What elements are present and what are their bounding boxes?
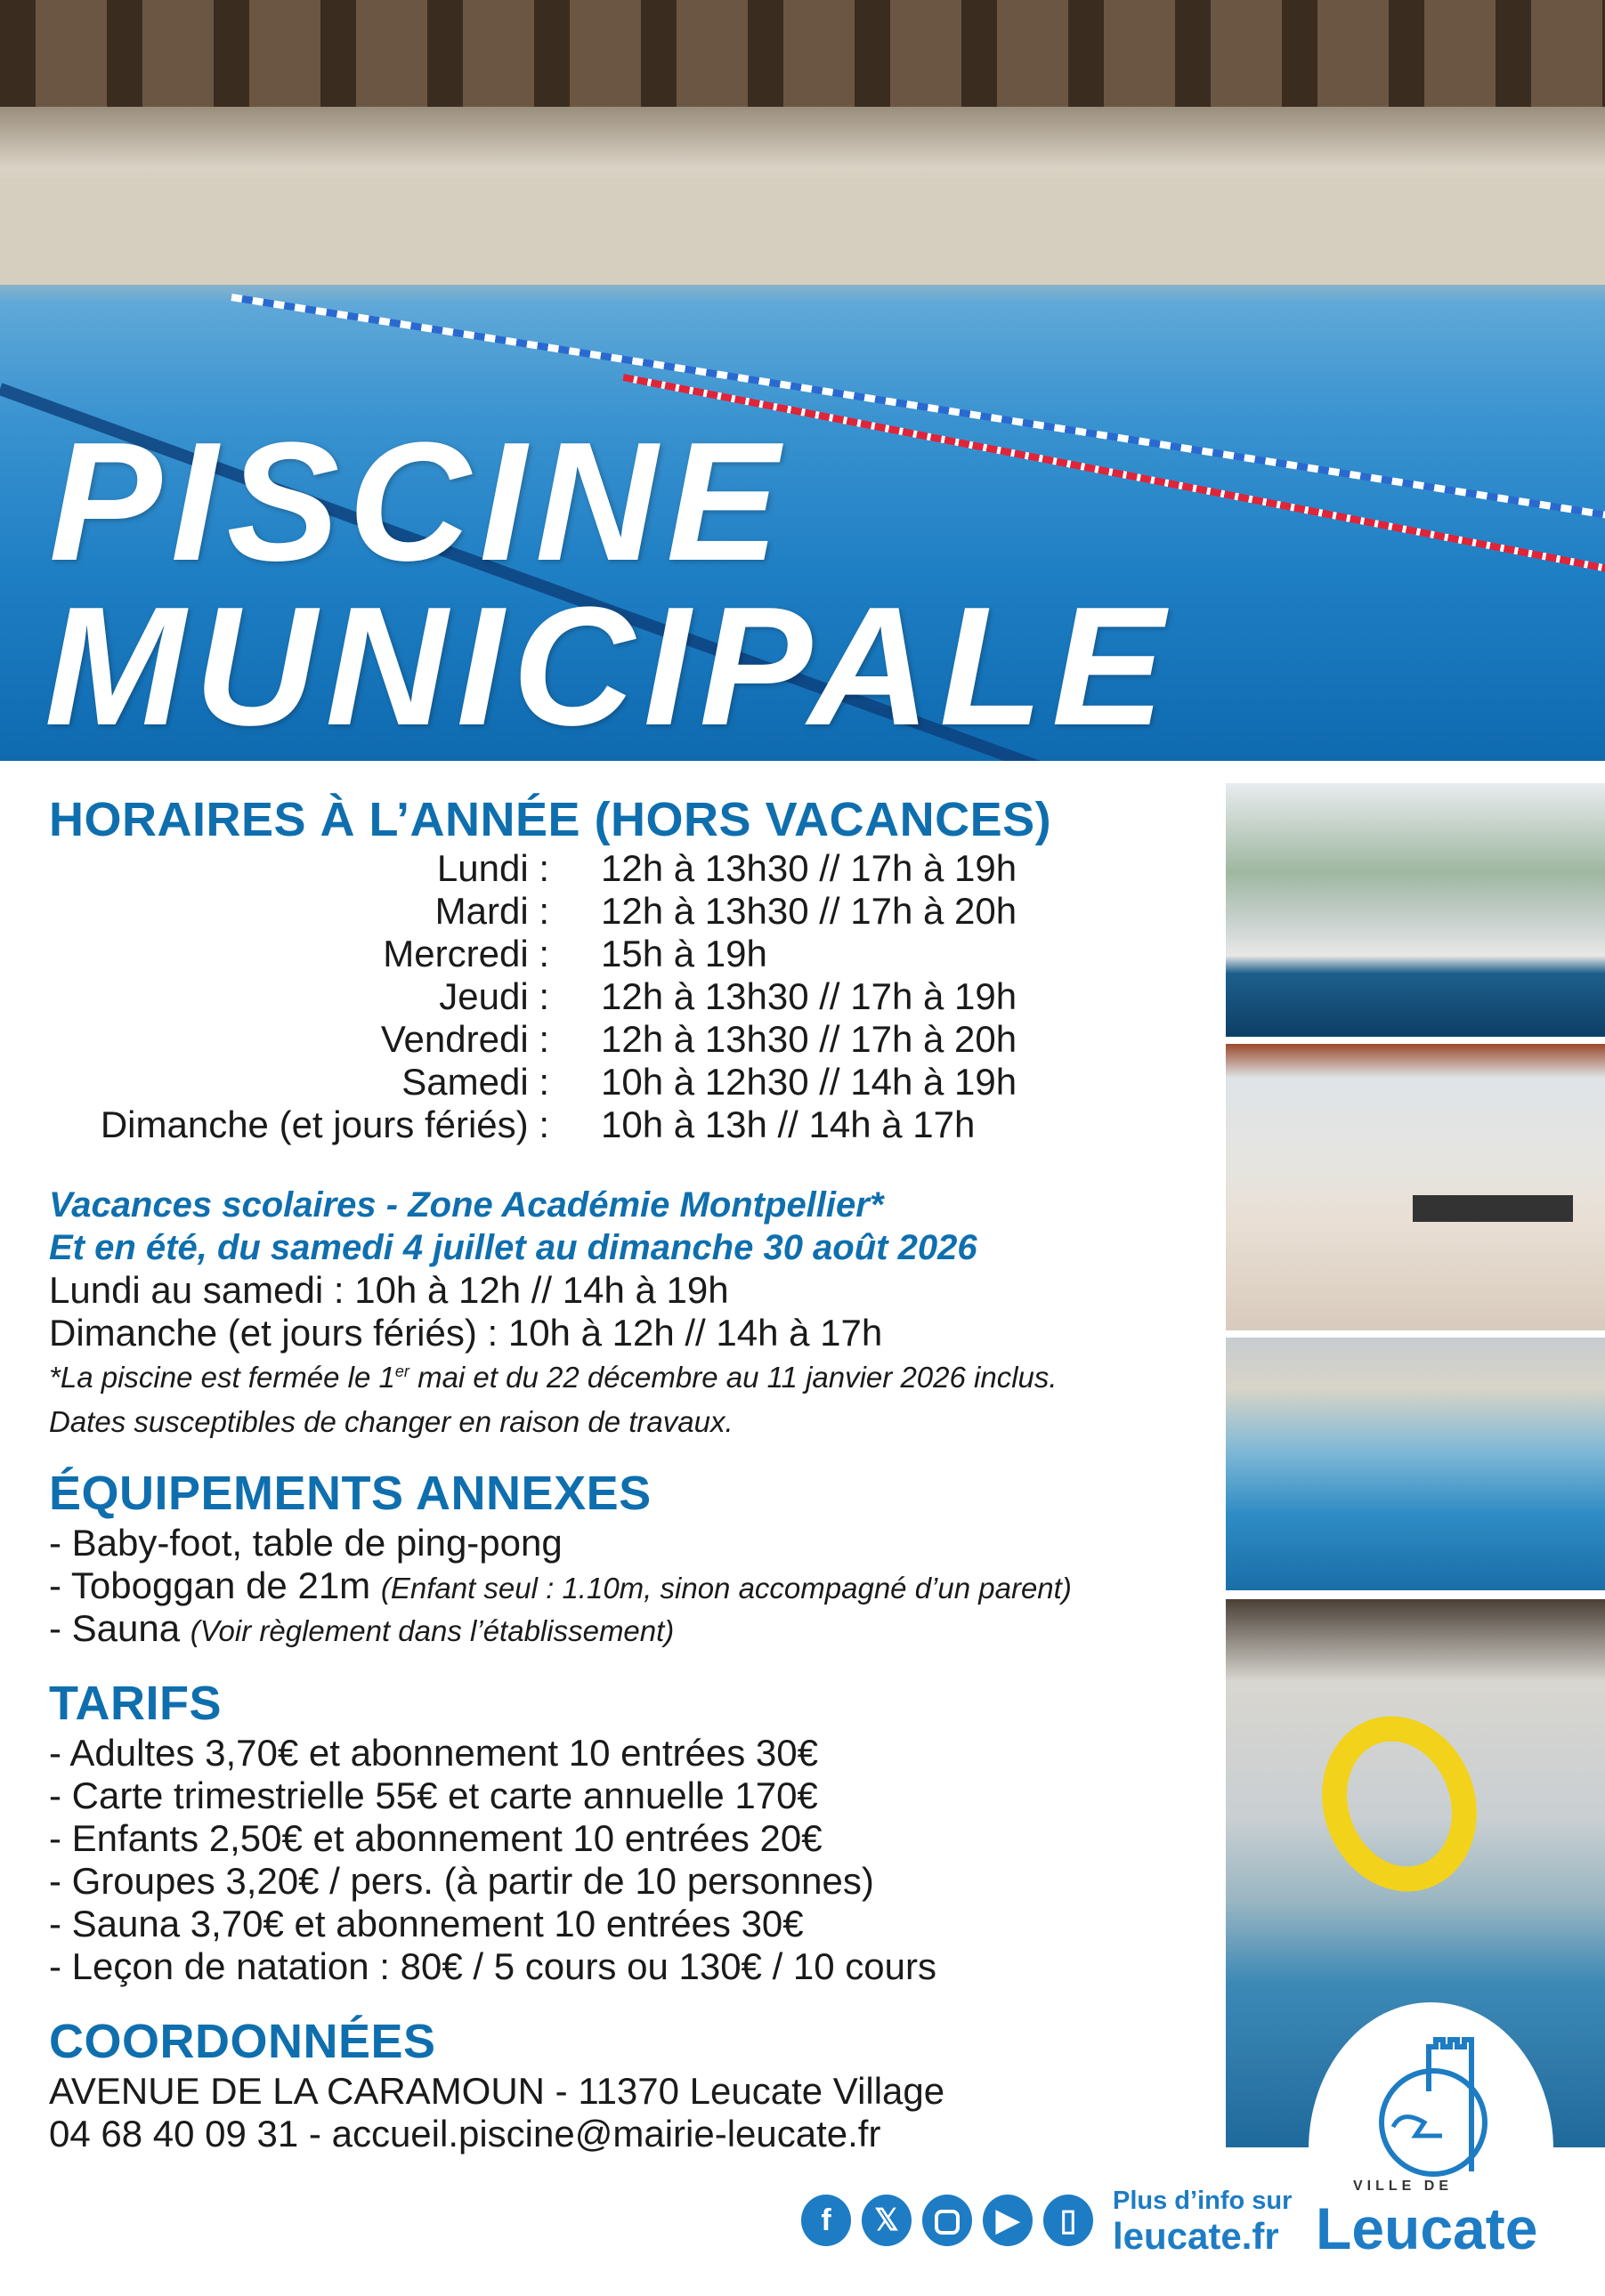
schedule-hours: 10h à 12h30 // 14h à 19h bbox=[601, 1061, 1017, 1103]
schedule-day: Jeudi : bbox=[439, 975, 549, 1017]
schedule-hours: 12h à 13h30 // 17h à 20h bbox=[601, 1018, 1017, 1060]
equipment-text: - Sauna bbox=[49, 1607, 190, 1649]
equipment-note: (Voir règlement dans l’établissement) bbox=[190, 1614, 675, 1647]
photo-pool-windows bbox=[1226, 783, 1605, 1037]
price-item: - Groupes 3,20€ / pers. (à partir de 10 personnes) bbox=[49, 1860, 874, 1902]
equipment-text: - Baby-foot, table de ping-pong bbox=[49, 1522, 563, 1564]
works-note: Dates susceptibles de changer en raison de travaux. bbox=[49, 1405, 734, 1438]
x-icon[interactable]: 𝕏 bbox=[862, 2195, 912, 2246]
schedule-day: Vendredi : bbox=[380, 1018, 549, 1060]
equipment-item bbox=[49, 1522, 563, 1564]
schedule-hours: 15h à 19h bbox=[601, 933, 767, 974]
schedule-row bbox=[0, 1104, 1157, 1146]
contact-phone-email: 04 68 40 09 31 - accueil.piscine@mairie-leucate.fr bbox=[49, 2113, 881, 2155]
holiday-line2: Et en été, du samedi 4 juillet au dimanche 30 août 2026 bbox=[49, 1228, 977, 1267]
price-item: - Adultes 3,70€ et abonnement 10 entrées 30€ bbox=[49, 1732, 818, 1774]
schedule-hours: 12h à 13h30 // 17h à 19h bbox=[601, 975, 1017, 1017]
facebook-icon[interactable]: f bbox=[801, 2195, 851, 2246]
holiday-line1: Vacances scolaires - Zone Académie Montpellier* bbox=[49, 1185, 884, 1225]
contact-heading: COORDONNÉES bbox=[49, 2015, 436, 2068]
holiday-weekdays: Lundi au samedi : 10h à 12h // 14h à 19h bbox=[49, 1269, 729, 1311]
holiday-sunday: Dimanche (et jours fériés) : 10h à 12h // 14h à 17h bbox=[49, 1312, 883, 1354]
schedule-heading: HORAIRES À L’ANNÉE (HORS VACANCES) bbox=[49, 793, 1052, 846]
schedule-row bbox=[0, 847, 1157, 890]
closure-note bbox=[49, 1356, 1058, 1399]
price-item: - Enfants 2,50€ et abonnement 10 entrées 20€ bbox=[49, 1817, 823, 1859]
schedule-day: Dimanche (et jours fériés) : bbox=[100, 1104, 549, 1145]
schedule-row bbox=[0, 975, 1157, 1018]
slide-shape bbox=[1298, 1694, 1501, 1913]
schedule-day: Samedi : bbox=[401, 1061, 549, 1103]
hero-title-line1: PISCINE bbox=[49, 408, 789, 596]
note-prefix: *La piscine est fermée le 1 bbox=[49, 1361, 395, 1394]
logo-small-text: VILLE DE bbox=[1353, 2179, 1454, 2194]
schedule-hours: 12h à 13h30 // 17h à 20h bbox=[601, 890, 1017, 932]
schedule-hours: 12h à 13h30 // 17h à 19h bbox=[601, 847, 1017, 889]
equipment-heading: ÉQUIPEMENTS ANNEXES bbox=[49, 1467, 652, 1520]
schedule-row bbox=[0, 933, 1157, 975]
schedule-row bbox=[0, 1061, 1157, 1104]
price-item: - Sauna 3,70€ et abonnement 10 entrées 30€ bbox=[49, 1903, 804, 1944]
schedule-row bbox=[0, 1018, 1157, 1061]
leucate-tower-bird-icon bbox=[1309, 2002, 1553, 2180]
hero-pool-photo bbox=[0, 0, 1605, 761]
logo-name: Leucate bbox=[1316, 2195, 1538, 2261]
photo-games-room bbox=[1226, 1044, 1605, 1330]
hero-title-line2: MUNICIPALE bbox=[45, 572, 1174, 761]
note-suffix: mai et du 22 décembre au 11 janvier 2026 inclus. bbox=[409, 1361, 1058, 1394]
ping-pong-table bbox=[1413, 1195, 1573, 1222]
more-info-label: Plus d’info sur bbox=[1113, 2187, 1293, 2215]
photo-pool-slide bbox=[1226, 1338, 1605, 1590]
schedule-day: Mardi : bbox=[434, 890, 549, 932]
schedule-hours: 10h à 13h // 14h à 17h bbox=[601, 1104, 976, 1145]
equipment-text: - Toboggan de 21m bbox=[49, 1564, 381, 1606]
note-sup: er bbox=[394, 1362, 409, 1380]
ceiling-beams bbox=[0, 0, 1605, 107]
mobile-app-icon[interactable]: ▯ bbox=[1043, 2195, 1093, 2246]
equipment-note: (Enfant seul : 1.10m, sinon accompagné d’un parent) bbox=[380, 1572, 1072, 1605]
price-item: - Leçon de natation : 80€ / 5 cours ou 130€ / 10 cours bbox=[49, 1945, 937, 1987]
youtube-icon[interactable]: ▶ bbox=[983, 2195, 1033, 2246]
contact-address: AVENUE DE LA CARAMOUN - 11370 Leucate Village bbox=[49, 2070, 945, 2112]
schedule-day: Lundi : bbox=[436, 847, 549, 889]
prices-heading: TARIFS bbox=[49, 1677, 222, 1730]
equipment-item bbox=[49, 1564, 1072, 1607]
instagram-icon[interactable] bbox=[922, 2195, 972, 2246]
pool-wall bbox=[0, 178, 1605, 285]
equipment-item bbox=[49, 1607, 674, 1650]
schedule-row bbox=[0, 890, 1157, 933]
schedule-day: Mercredi : bbox=[383, 933, 549, 974]
website-link[interactable]: leucate.fr bbox=[1113, 2215, 1279, 2257]
price-item: - Carte trimestrielle 55€ et carte annuelle 170€ bbox=[49, 1775, 818, 1816]
